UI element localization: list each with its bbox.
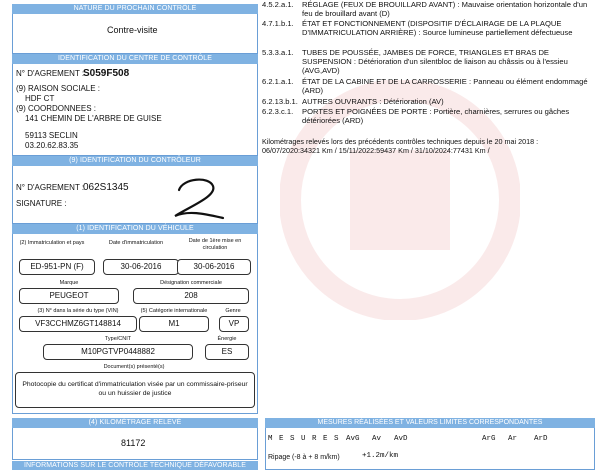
docs-field: Photocopie du certificat d'immatriculation visée par un commissaire-priseur ou un huissier de justice (15, 372, 255, 408)
defect-text: ÉTAT DE LA CABINE ET DE LA CARROSSERIE : Panneau ou élément endommagé (ARD) (302, 77, 588, 95)
defect-text: RÉGLAGE (FEUX DE BROUILLARD AVANT) : Mauvaise orientation horizontale d'un feu de brouillard avant (D) (302, 0, 588, 18)
controller-box (12, 166, 258, 224)
type-label: Type/CNIT (104, 336, 132, 342)
footer-header: INFORMATIONS SUR LE CONTRÔLE TECHNIQUE DÉFAVORABLE (12, 461, 258, 470)
right-column (262, 0, 600, 470)
model-field: 208 (133, 288, 249, 304)
defect-text: PORTES ET POIGNÉES DE PORTE : Portière, charnières, serrures ou gâches détériorées (ARD) (302, 107, 570, 125)
vehicle-box (12, 234, 258, 414)
history-line2: 06/07/2020:34321 Km / 15/11/2022:59437 Km / 31/10/2024:77431 Km / (262, 146, 490, 155)
genre-label: Genre (225, 308, 241, 314)
docs-label: Document(s) présenté(s) (103, 364, 165, 370)
center-approval-value: S059F508 (83, 68, 130, 79)
first-use-label: Date de 1ère mise en circulation (188, 238, 242, 251)
defect-text: TUBES DE POUSSÉE, JAMBES DE FORCE, TRIANGLES ET BRAS DE SUSPENSION : Détérioration d'un silentbloc de liaison au châssis ou à l'essieu (AVG,AVD) (302, 48, 568, 75)
center-header: IDENTIFICATION DU CENTRE DE CONTRÔLE (12, 54, 258, 64)
history-line1: Kilométrages relevés lors des précédents contrôles techniques depuis le 20 mai 2018 : (262, 137, 539, 146)
signature-label: SIGNATURE : (16, 199, 67, 208)
next-inspection-box (12, 14, 258, 54)
center-coords-label: (9) COORDONNEES : (16, 104, 97, 113)
type-field: M10PGTVP0448882 (43, 344, 193, 360)
center-phone: 03.20.62.83.35 (25, 141, 79, 150)
genre-field: VP (219, 316, 249, 332)
defect-code: 6.2.13.b.1. (262, 97, 298, 106)
center-box (12, 64, 258, 156)
measures-box (265, 428, 595, 470)
mileage-box (12, 428, 258, 460)
ripage-limit: (-8 à + 8 m/km) (292, 454, 340, 461)
defect-code: 6.2.1.a.1. (262, 77, 294, 86)
col-ar: Ar (508, 435, 518, 443)
col-avd: AvD (394, 435, 408, 443)
model-label: Désignation commerciale (160, 280, 222, 286)
col-avg: AvG (346, 435, 360, 443)
reg-date-field: 30-06-2016 (103, 259, 179, 275)
col-ard: ArD (534, 435, 548, 443)
category-field: M1 (139, 316, 209, 332)
vin-field: VF3CCHMZ6GT148814 (19, 316, 137, 332)
measures-header: MESURES RÉALISÉES ET VALEURS LIMITES CORRESPONDANTES (265, 418, 595, 428)
reg-date-label: Date d'immatriculation (108, 240, 164, 246)
controller-approval-value: 062S1345 (83, 182, 129, 193)
category-label: (5) Catégorie internationale (140, 308, 208, 314)
make-field: PEUGEOT (19, 288, 119, 304)
defect-code: 5.3.3.a.1. (262, 48, 294, 57)
make-label: Marque (59, 280, 79, 286)
defect-code: 4.7.1.b.1. (262, 19, 294, 28)
mileage-value: 81172 (121, 438, 146, 448)
energy-label: Énergie (217, 336, 237, 342)
next-inspection-header: NATURE DU PROCHAIN CONTRÔLE (12, 4, 258, 14)
first-use-field: 30-06-2016 (177, 259, 251, 275)
energy-field: ES (205, 344, 249, 360)
col-arg: ArG (482, 435, 496, 443)
ripage-label: Ripage (268, 454, 291, 461)
defect-text: AUTRES OUVRANTS : Détérioration (AV) (302, 97, 444, 106)
left-column (0, 0, 262, 470)
center-company-value: HDF CT (25, 94, 55, 103)
reg-label: (2) Immatriculation et pays (19, 240, 85, 246)
vin-label: (3) N° dans la série du type (VIN) (37, 308, 119, 314)
next-inspection-value: Contre-visite (107, 25, 158, 35)
reg-field: ED-951-PN (F) (19, 259, 95, 275)
col-av: Av (372, 435, 382, 443)
mileage-header: (4) KILOMÉTRAGE RELEVÉ (12, 418, 258, 428)
signature-scribble (161, 172, 231, 222)
defect-code: 6.2.3.c.1. (262, 107, 294, 116)
controller-header: (9) IDENTIFICATION DU CONTRÔLEUR (12, 156, 258, 166)
defect-code: 4.5.2.a.1. (262, 0, 294, 9)
controller-approval-label: N° D'AGREMENT : (16, 183, 85, 192)
mesures-label: M E S U R E S (268, 435, 340, 443)
center-approval-label: N° D'AGREMENT : (16, 69, 85, 78)
center-company-label: (9) RAISON SOCIALE : (16, 84, 101, 93)
ripage-value: +1.2m/km (362, 452, 399, 460)
center-address-line1: 141 CHEMIN DE L'ARBRE DE GUISE (25, 114, 162, 123)
vehicle-header: (1) IDENTIFICATION DU VÉHICULE (12, 224, 258, 234)
center-address-line2: 59113 SECLIN (25, 131, 78, 140)
defect-text: ÉTAT ET FONCTIONNEMENT (DISPOSITIF D'ÉCLAIRAGE DE LA PLAQUE D'IMMATRICULATION ARRIÈRE) : Source lumineuse partiellement défectueuse (302, 19, 573, 37)
